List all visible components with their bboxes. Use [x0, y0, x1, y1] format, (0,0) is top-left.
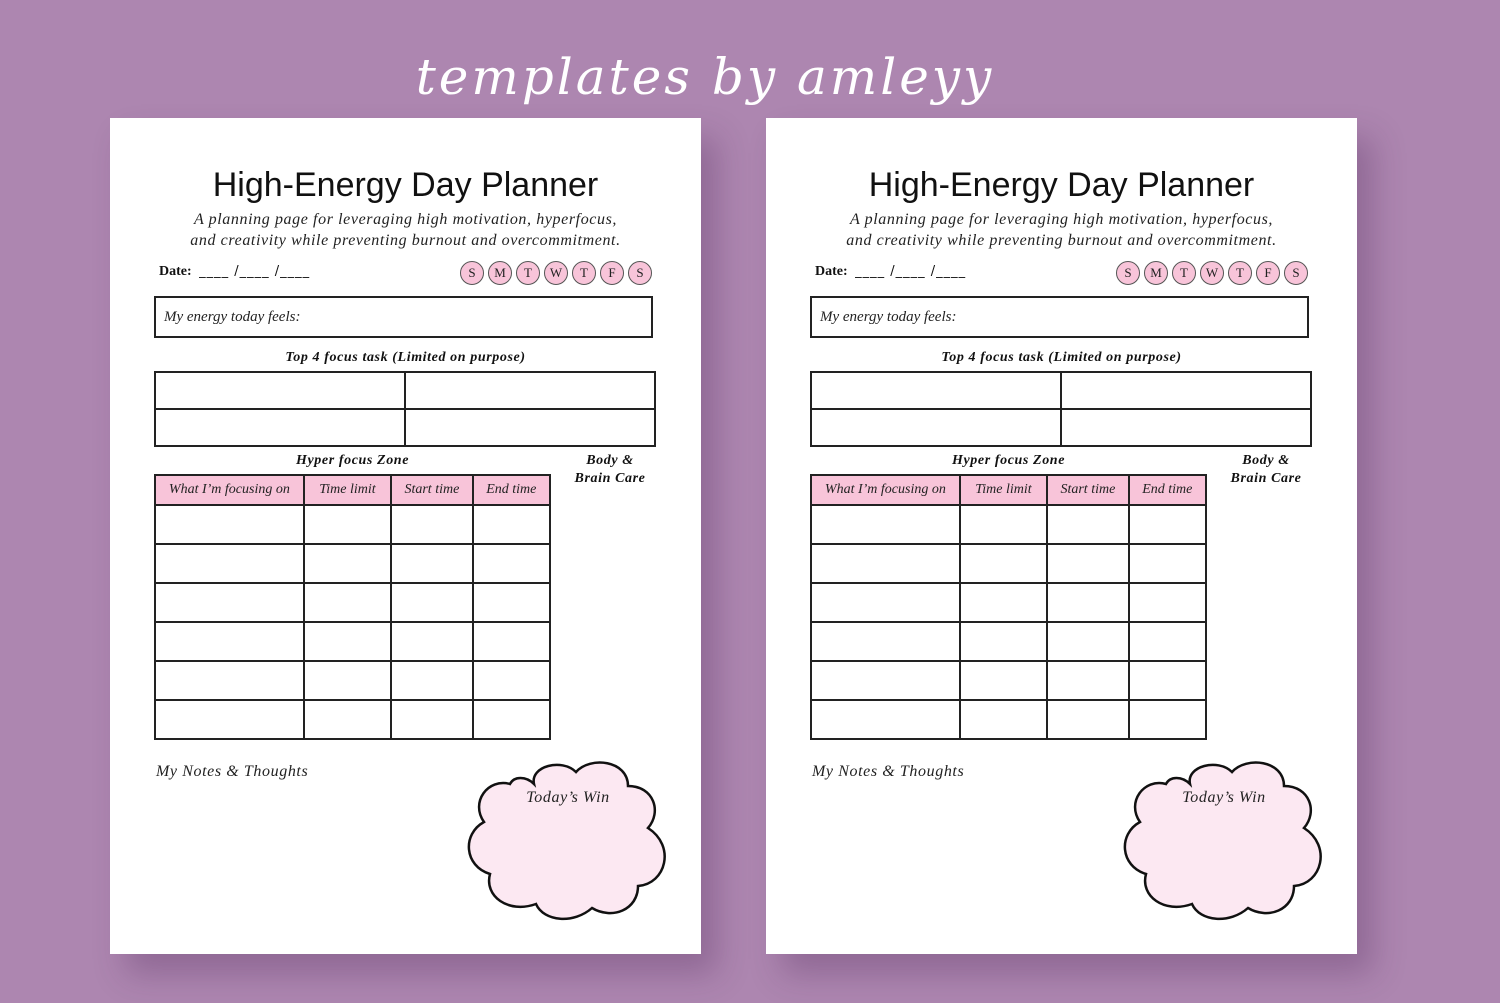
column-header-time-limit: Time limit	[304, 475, 391, 505]
notes-label: My Notes & Thoughts	[156, 763, 309, 780]
focus-tasks-heading: Top 4 focus task (Limited on purpose)	[941, 350, 1182, 365]
table-cell[interactable]	[960, 583, 1047, 622]
focus-tasks-grid	[810, 371, 1312, 447]
focus-task-cell[interactable]	[155, 372, 405, 409]
body-care-line-1: Body &	[586, 453, 634, 468]
focus-task-cell[interactable]	[811, 409, 1061, 446]
column-header-end-time: End time	[1129, 475, 1206, 505]
table-cell[interactable]	[304, 505, 391, 544]
weekday-saturday[interactable]: S	[628, 261, 652, 285]
page-title: High-Energy Day Planner	[212, 166, 599, 204]
table-cell[interactable]	[473, 700, 550, 739]
table-cell[interactable]	[811, 505, 960, 544]
body-care-line-2: Brain Care	[1230, 471, 1302, 486]
table-cell[interactable]	[1047, 661, 1128, 700]
date-field[interactable]: ____ /____ /____	[199, 264, 311, 279]
table-row	[155, 700, 550, 739]
table-cell[interactable]	[1047, 700, 1128, 739]
body-care-line-2: Brain Care	[574, 471, 646, 486]
todays-win-label: Today’s Win	[526, 789, 610, 806]
table-cell[interactable]	[811, 544, 960, 583]
table-cell[interactable]	[304, 661, 391, 700]
subtitle-line-2: and creativity while preventing burnout and overcommitment.	[846, 232, 1277, 249]
table-cell[interactable]	[1129, 700, 1206, 739]
date-label: Date:	[815, 264, 848, 279]
table-cell[interactable]	[811, 583, 960, 622]
subtitle-line-1: A planning page for leveraging high motivation, hyperfocus,	[849, 211, 1274, 228]
focus-tasks-heading: Top 4 focus task (Limited on purpose)	[285, 350, 526, 365]
todays-win-label: Today’s Win	[1182, 789, 1266, 806]
table-cell[interactable]	[1047, 544, 1128, 583]
table-cell[interactable]	[391, 505, 472, 544]
table-row	[811, 544, 1206, 583]
table-row	[811, 622, 1206, 661]
weekday-tuesday[interactable]: T	[516, 261, 540, 285]
table-cell[interactable]	[304, 700, 391, 739]
weekday-thursday[interactable]: T	[572, 261, 596, 285]
focus-tasks-grid	[154, 371, 656, 447]
column-header-start-time: Start time	[391, 475, 472, 505]
table-cell[interactable]	[960, 505, 1047, 544]
table-cell[interactable]	[811, 622, 960, 661]
table-cell[interactable]	[960, 622, 1047, 661]
date-field[interactable]: ____ /____ /____	[855, 264, 967, 279]
table-row	[155, 544, 550, 583]
table-cell[interactable]	[1129, 583, 1206, 622]
table-cell[interactable]	[1129, 505, 1206, 544]
focus-task-cell[interactable]	[811, 372, 1061, 409]
table-cell[interactable]	[1047, 622, 1128, 661]
table-row	[811, 661, 1206, 700]
notes-label: My Notes & Thoughts	[812, 763, 965, 780]
hyper-focus-table	[810, 474, 1207, 740]
table-cell[interactable]	[1129, 661, 1206, 700]
table-row	[155, 661, 550, 700]
weekday-friday[interactable]: F	[1256, 261, 1280, 285]
column-header-start-time: Start time	[1047, 475, 1128, 505]
weekday-wednesday[interactable]: W	[544, 261, 568, 285]
table-cell[interactable]	[473, 583, 550, 622]
weekday-sunday[interactable]: S	[1116, 261, 1140, 285]
column-header-focus: What I’m focusing on	[155, 475, 304, 505]
weekday-wednesday[interactable]: W	[1200, 261, 1224, 285]
brand-watermark: templates by amleyy	[415, 48, 995, 106]
cloud-shape	[462, 754, 674, 924]
table-cell[interactable]	[1047, 505, 1128, 544]
focus-task-cell[interactable]	[1061, 409, 1311, 446]
table-cell[interactable]	[155, 622, 304, 661]
column-header-end-time: End time	[473, 475, 550, 505]
cloud-shape	[1118, 754, 1330, 924]
subtitle-line-2: and creativity while preventing burnout and overcommitment.	[190, 232, 621, 249]
weekday-sunday[interactable]: S	[460, 261, 484, 285]
body-brain-care-heading	[560, 452, 660, 488]
table-cell[interactable]	[391, 544, 472, 583]
subtitle-line-1: A planning page for leveraging high motivation, hyperfocus,	[193, 211, 618, 228]
table-cell[interactable]	[304, 544, 391, 583]
table-cell[interactable]	[391, 583, 472, 622]
body-care-line-1: Body &	[1242, 453, 1290, 468]
table-row	[811, 583, 1206, 622]
weekday-thursday[interactable]: T	[1228, 261, 1252, 285]
energy-label: My energy today feels:	[820, 309, 957, 325]
table-cell[interactable]	[960, 661, 1047, 700]
planner-page-right	[766, 118, 1357, 954]
table-cell[interactable]	[155, 661, 304, 700]
table-cell[interactable]	[155, 700, 304, 739]
energy-field[interactable]	[154, 296, 653, 338]
focus-task-cell[interactable]	[1061, 372, 1311, 409]
date-label: Date:	[159, 264, 192, 279]
date-row	[815, 264, 966, 280]
hyper-focus-heading: Hyper focus Zone	[295, 453, 410, 468]
focus-task-cell[interactable]	[405, 372, 655, 409]
weekday-monday[interactable]: M	[488, 261, 512, 285]
table-cell[interactable]	[304, 622, 391, 661]
table-row	[155, 622, 550, 661]
table-cell[interactable]	[811, 700, 960, 739]
table-row	[155, 505, 550, 544]
table-cell[interactable]	[473, 622, 550, 661]
table-row	[811, 505, 1206, 544]
planner-page-left	[110, 118, 701, 954]
table-cell[interactable]	[473, 505, 550, 544]
focus-task-cell[interactable]	[155, 409, 405, 446]
table-cell[interactable]	[473, 544, 550, 583]
table-cell[interactable]	[391, 661, 472, 700]
energy-label: My energy today feels:	[164, 309, 301, 325]
table-cell[interactable]	[155, 505, 304, 544]
table-cell[interactable]	[1047, 583, 1128, 622]
table-cell[interactable]	[391, 700, 472, 739]
table-cell[interactable]	[1129, 622, 1206, 661]
date-row	[159, 264, 310, 280]
table-cell[interactable]	[1129, 544, 1206, 583]
table-cell[interactable]	[391, 622, 472, 661]
column-header-time-limit: Time limit	[960, 475, 1047, 505]
table-cell[interactable]	[811, 661, 960, 700]
table-cell[interactable]	[473, 661, 550, 700]
focus-task-cell[interactable]	[405, 409, 655, 446]
page-title: High-Energy Day Planner	[868, 166, 1255, 204]
body-brain-care-heading	[1216, 452, 1316, 488]
column-header-focus: What I’m focusing on	[811, 475, 960, 505]
weekday-tuesday[interactable]: T	[1172, 261, 1196, 285]
weekday-friday[interactable]: F	[600, 261, 624, 285]
weekday-saturday[interactable]: S	[1284, 261, 1308, 285]
weekday-monday[interactable]: M	[1144, 261, 1168, 285]
hyper-focus-heading: Hyper focus Zone	[951, 453, 1066, 468]
table-cell[interactable]	[960, 544, 1047, 583]
table-cell[interactable]	[155, 544, 304, 583]
table-cell[interactable]	[155, 583, 304, 622]
table-cell[interactable]	[960, 700, 1047, 739]
energy-field[interactable]	[810, 296, 1309, 338]
table-row	[811, 700, 1206, 739]
hyper-focus-table	[154, 474, 551, 740]
table-row	[155, 583, 550, 622]
table-cell[interactable]	[304, 583, 391, 622]
